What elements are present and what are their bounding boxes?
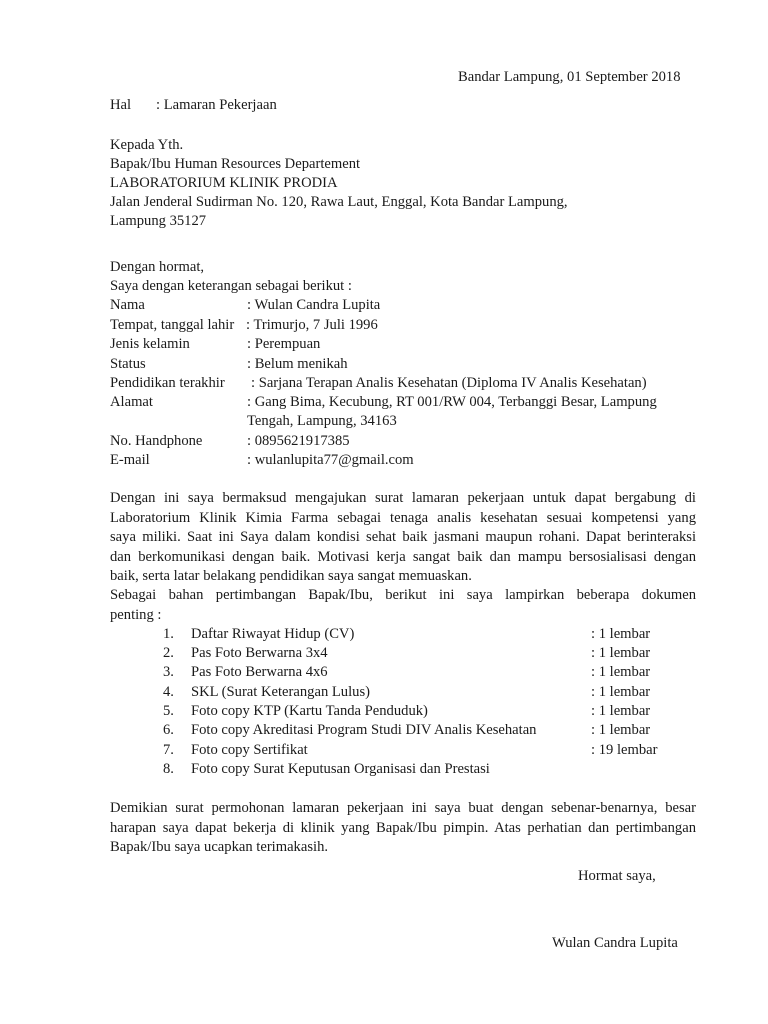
list-item-number: 6. [163,722,174,738]
info-label-phone: No. Handphone [110,433,203,449]
list-item-number: 2. [163,645,174,661]
info-value-name: : Wulan Candra Lupita [247,297,381,313]
list-item-qty: : 1 lembar [591,645,651,661]
place-date: Bandar Lampung, 01 September 2018 [458,69,681,85]
salutation: Dengan hormat, [110,259,205,275]
info-value-status: : Belum menikah [247,356,348,372]
signature-name: Wulan Candra Lupita [552,935,678,951]
list-item-qty: : 19 lembar [591,742,658,758]
recipient-department: Bapak/Ibu Human Resources Departement [110,156,361,172]
attachments-intro-line: penting : [110,606,162,623]
list-item-number: 4. [163,684,174,700]
info-label-birth: Tempat, tanggal lahir [110,317,235,333]
body-line: Dengan ini saya bermaksud mengajukan surat lamaran pekerjaan untuk dapat bergabung di [110,490,696,506]
info-value-address-line2: Tengah, Lampung, 34163 [247,413,397,429]
subject-value: : Lamaran Pekerjaan [156,97,277,113]
info-label-status: Status [110,356,146,372]
body-line: dan berkomunikasi dengan baik. Motivasi kerja sangat baik dan mampu bersosialisasi dengan [110,548,696,565]
list-item-qty: : 1 lembar [591,684,651,700]
body-line: saya miliki. Saat ini Saya dalam kondisi sehat baik jasmani maupun rohani. Dapat berinteraksi [110,529,696,545]
list-item-text: Foto copy Akreditasi Program Studi DIV Analis Kesehatan [191,722,537,738]
info-value-birth: : Trimurjo, 7 Juli 1996 [246,317,378,333]
attachments-intro [110,586,696,625]
info-value-phone: : 0895621917385 [247,433,350,449]
list-item-text: Pas Foto Berwarna 3x4 [191,645,328,661]
closing-line: harapan saya dapat bekerja di klinik yang Bapak/Ibu pimpin. Atas perhatian dan pertimbangan [110,819,696,836]
intro-text: Saya dengan keterangan sebagai berikut : [110,278,352,294]
info-label-gender: Jenis kelamin [110,336,190,352]
list-item-text: Foto copy Sertifikat [191,742,308,758]
list-item-number: 1. [163,626,174,642]
list-item-number: 7. [163,742,174,758]
info-value-email: : wulanlupita77@gmail.com [247,452,414,468]
info-label-name: Nama [110,297,145,313]
closing-line: Demikian surat permohonan lamaran pekerjaan ini saya buat dengan sebenar-benarnya, besar [110,800,696,816]
info-value-address-line1: : Gang Bima, Kecubung, RT 001/RW 004, Terbanggi Besar, Lampung [247,394,657,410]
list-item-text: SKL (Surat Keterangan Lulus) [191,684,370,700]
recipient-address-line1: Jalan Jenderal Sudirman No. 120, Rawa Laut, Enggal, Kota Bandar Lampung, [110,194,568,210]
list-item-text: Foto copy KTP (Kartu Tanda Penduduk) [191,703,428,719]
list-item-text: Daftar Riwayat Hidup (CV) [191,626,355,642]
info-value-education: : Sarjana Terapan Analis Kesehatan (Diploma IV Analis Kesehatan) [251,375,647,391]
list-item-qty: : 1 lembar [591,703,651,719]
closing-paragraph [110,799,696,858]
list-item-qty: : 1 lembar [591,626,651,642]
attachments-intro-line: Sebagai bahan pertimbangan Bapak/Ibu, berikut ini saya lampirkan beberapa dokumen [110,587,696,603]
subject-line [110,96,131,116]
body-paragraph [110,489,696,587]
body-line: baik, serta latar belakang pendidikan saya sangat memuaskan. [110,568,472,584]
closing-line: Bapak/Ibu saya ucapkan terimakasih. [110,839,329,855]
info-value-gender: : Perempuan [247,336,321,352]
list-item-qty: : 1 lembar [591,722,651,738]
list-item-number: 8. [163,761,174,777]
recipient-address-line2: Lampung 35127 [110,213,207,229]
list-item-number: 3. [163,664,174,680]
sign-off: Hormat saya, [578,868,656,884]
info-label-education: Pendidikan terakhir [110,375,225,391]
list-item-number: 5. [163,703,174,719]
recipient-company: LABORATORIUM KLINIK PRODIA [110,175,338,191]
info-label-email: E-mail [110,452,150,468]
list-item-text: Foto copy Surat Keputusan Organisasi dan Prestasi [191,761,490,777]
body-line: Laboratorium Klinik Kimia Farma sebagai tenaga analis kesehatan sesuai kompetensi yang [110,509,696,526]
list-item-text: Pas Foto Berwarna 4x6 [191,664,328,680]
subject-label: Hal [110,97,132,113]
recipient-greeting: Kepada Yth. [110,137,184,153]
list-item-qty: : 1 lembar [591,664,651,680]
info-label-address: Alamat [110,394,153,410]
